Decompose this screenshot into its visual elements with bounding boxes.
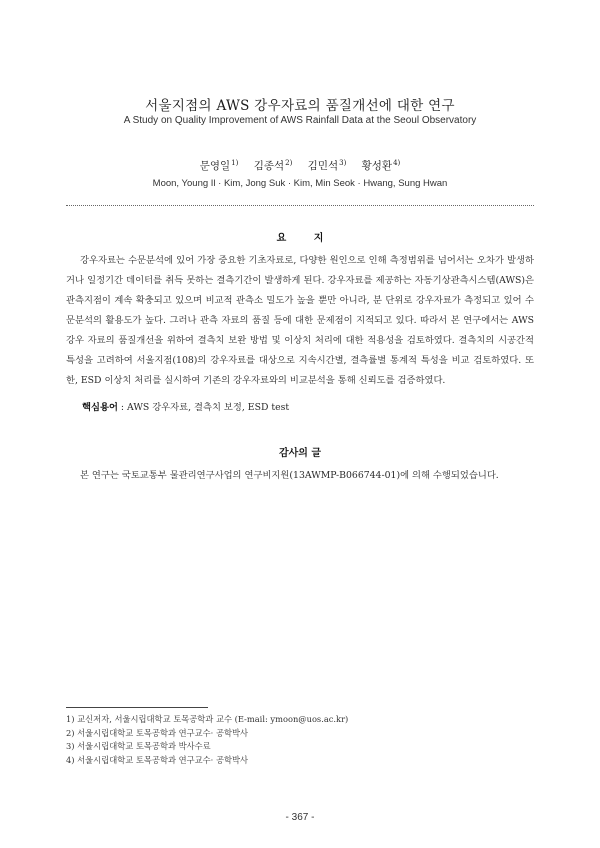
footnote-mark-2: 2): [285, 159, 293, 167]
acknowledgement-heading: 감사의 글: [278, 448, 322, 459]
paper-title-english: A Study on Quality Improvement of AWS Rainfall Data at the Seoul Observatory: [123, 115, 477, 126]
author-list-korean: [0, 158, 600, 173]
author-list-english: Moon, Young Il · Kim, Jong Suk · Kim, Min Seok · Hwang, Sung Hwan: [152, 178, 448, 189]
keywords-separator: :: [117, 402, 127, 413]
abstract-body: 강우자료는 수문분석에 있어 가장 중요한 기초자료로, 다양한 원인으로 인해 측정범위를 넘어서는 오차가 발생하거나 일정기간 데이터를 취득 못하는 결측기간이 발생하게 된다. 강우자료를 제공하는 자동기상관측시스템(AWS)은 관측지점이 계속 확충되고 있으며 비교적 관측소 밀도가 높을 뿐만 아니라, 분 단위로 강우자료가 측정되고 있어 수문분석의 활용도가 높다. 그러나 관측 자료의 품질 등에 대한 문제점이 지적되고 있다. 따라서 본 연구에서는 AWS 강우 자료의 품질개선을 위하여 결측치 보완 방법 및 이상치 처리에 대한 적용성을 검토하였다. 결측치의 시공간적 특성을 고려하여 서울지점(108)의 강우자료를 대상으로 지속시간별, 결측률별 통계적 특성을 비교 검토하였다. 또한, ESD 이상치 처리를 실시하여 기존의 강우자료와의 비교분석을 통해 신뢰도를 검증하였다.: [66, 255, 534, 386]
footnote-divider: [66, 707, 208, 708]
author-4: 황성환$^{4)}$: [361, 159, 401, 172]
keywords-line: [82, 399, 289, 413]
footnote-item: 4) 서울시립대학교 토목공학과 연구교수· 공학박사: [66, 754, 248, 765]
paper-title-korean: 서울지점의 AWS 강우자료의 품질개선에 대한 연구: [145, 98, 455, 114]
footnote-item: 1) 교신저자, 서울시립대학교 토목공학과 교수 (E-mail: ymoon@uos.ac.kr): [66, 714, 349, 724]
author-2: 김종석$^{2)}$: [253, 159, 293, 172]
author-1: 문영일$^{1)}$: [199, 159, 239, 172]
footnote-mark-3: 3): [339, 159, 347, 167]
abstract-heading: 요 지: [276, 233, 336, 244]
acknowledgement-body: 본 연구는 국토교통부 물관리연구사업의 연구비지원(13AWMP-B066744-01)에 의해 수행되었습니다.: [80, 470, 499, 481]
footnote-item: 3) 서울시립대학교 토목공학과 박사수료: [66, 741, 211, 751]
header-divider: [66, 205, 534, 206]
footnote-mark-4: 4): [393, 159, 401, 167]
keywords-text: AWS 강우자료, 결측치 보정, ESD test: [126, 402, 290, 413]
footnote-mark-1: 1): [231, 159, 239, 167]
keywords-label: 핵심용어: [82, 402, 118, 413]
page-number: - 367 -: [285, 812, 315, 823]
footnote-item: 2) 서울시립대학교 토목공학과 연구교수· 공학박사: [66, 727, 248, 738]
author-3: 김민석$^{3)}$: [307, 159, 347, 172]
footnote-list: [66, 713, 348, 767]
